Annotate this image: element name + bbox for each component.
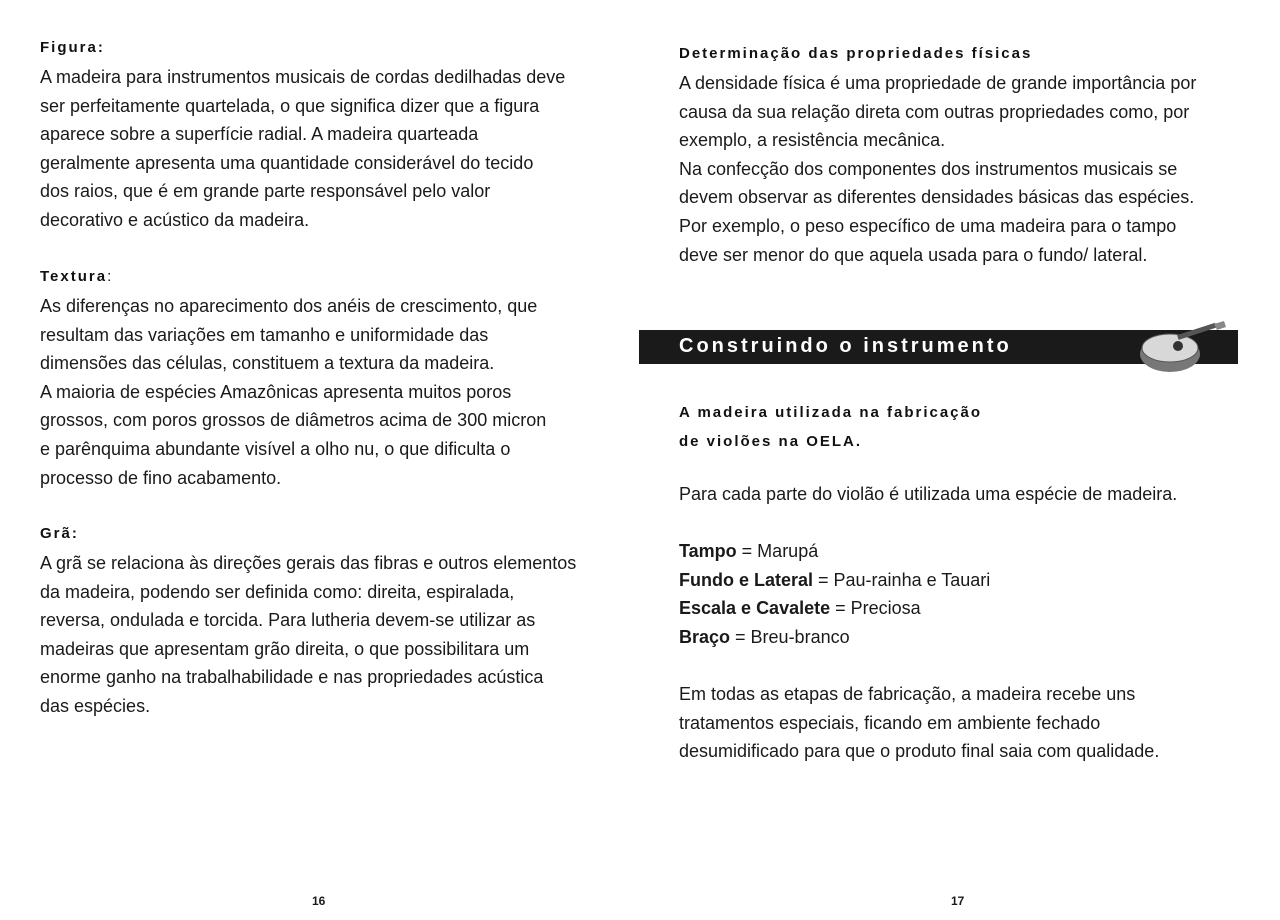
heading-determinacao: Determinação das propriedades físicas	[679, 45, 1033, 62]
text-line: A grã se relaciona às direções gerais das fibras e outros elementos	[40, 553, 577, 573]
text-line: causa da sua relação direta com outras propriedades como, por	[679, 101, 1190, 122]
part-name: Fundo e Lateral	[679, 569, 814, 590]
text-line: decorativo e acústico da madeira.	[40, 209, 310, 230]
text-line: Em todas as etapas de fabricação, a madeira recebe uns	[679, 684, 1136, 704]
paragraph-figura	[40, 63, 565, 235]
parts-list	[679, 537, 990, 651]
text-line: Na confecção dos componentes dos instrumentos musicais se	[679, 158, 1178, 179]
page-number-right: 17	[951, 894, 965, 908]
part-wood: = Pau-rainha e Tauari	[813, 569, 991, 590]
text-line: madeiras que apresentam grão direita, o que possibilitara um	[40, 638, 530, 659]
text-line: grossos, com poros grossos de diâmetros acima de 300 micron	[40, 410, 547, 431]
subtitle-line: de violões na OELA.	[679, 433, 863, 450]
page-number-left: 16	[312, 894, 326, 908]
part-item	[679, 594, 990, 623]
part-item	[679, 566, 990, 595]
heading-textura	[40, 268, 111, 285]
text-line: dos raios, que é em grande parte responsável pelo valor	[40, 181, 491, 202]
part-item	[679, 623, 990, 652]
text-line: reversa, ondulada e torcida. Para lutheria devem-se utilizar as	[40, 610, 536, 631]
text-line: tratamentos especiais, ficando em ambiente fechado	[679, 712, 1101, 733]
paragraph-determinacao	[679, 69, 1196, 269]
text-line: resultam das variações em tamanho e uniformidade das	[40, 324, 489, 345]
heading-figura: Figura:	[40, 39, 105, 56]
text-line: Por exemplo, o peso específico de uma madeira para o tampo	[679, 215, 1177, 236]
intro-text: Para cada parte do violão é utilizada uma espécie de madeira.	[679, 484, 1178, 504]
text-line: das espécies.	[40, 695, 151, 716]
guitar-image	[1138, 318, 1228, 376]
part-wood: = Preciosa	[830, 598, 921, 619]
subtitle	[679, 398, 982, 456]
text-line: exemplo, a resistência mecânica.	[679, 130, 946, 151]
part-item	[679, 537, 990, 566]
part-wood: = Marupá	[736, 541, 819, 561]
text-line: A maioria de espécies Amazônicas apresenta muitos poros	[40, 381, 512, 402]
text-line: A madeira para instrumentos musicais de cordas dedilhadas deve	[40, 67, 566, 87]
text-line: desumidificado para que o produto final saia com qualidade.	[679, 741, 1160, 762]
text-line: ser perfeitamente quartelada, o que significa dizer que a figura	[40, 95, 540, 116]
text-line: enorme ganho na trabalhabilidade e nas propriedades acústica	[40, 667, 544, 688]
part-name: Braço	[679, 626, 731, 647]
text-line: da madeira, podendo ser definida como: direita, espiralada,	[40, 581, 515, 602]
paragraph-closing	[679, 680, 1159, 766]
text-line: aparece sobre a superfície radial. A madeira quarteada	[40, 124, 479, 145]
text-line: dimensões das células, constituem a textura da madeira.	[40, 353, 495, 374]
heading-gra: Grã:	[40, 525, 79, 542]
text-line: deve ser menor do que aquela usada para o fundo/ lateral.	[679, 244, 1148, 265]
paragraph-textura	[40, 292, 546, 492]
text-line: processo de fino acabamento.	[40, 467, 282, 488]
part-name: Tampo	[679, 541, 737, 561]
text-line: A densidade física é uma propriedade de grande importância por	[679, 73, 1197, 93]
text-line: As diferenças no aparecimento dos anéis de crescimento, que	[40, 296, 538, 316]
section-header-title: Construindo o instrumento	[679, 335, 1012, 357]
text-line: geralmente apresenta uma quantidade considerável do tecido	[40, 152, 534, 173]
heading-textura-colon: :	[107, 268, 112, 285]
paragraph-gra	[40, 549, 576, 721]
subtitle-line: A madeira utilizada na fabricação	[679, 404, 983, 421]
heading-textura-text: Textura	[40, 268, 108, 285]
part-name: Escala e Cavalete	[679, 598, 831, 619]
text-line: devem observar as diferentes densidades básicas das espécies.	[679, 187, 1195, 208]
text-line: e parênquima abundante visível a olho nu, o que dificulta o	[40, 438, 511, 459]
part-wood: = Breu-branco	[730, 626, 850, 647]
